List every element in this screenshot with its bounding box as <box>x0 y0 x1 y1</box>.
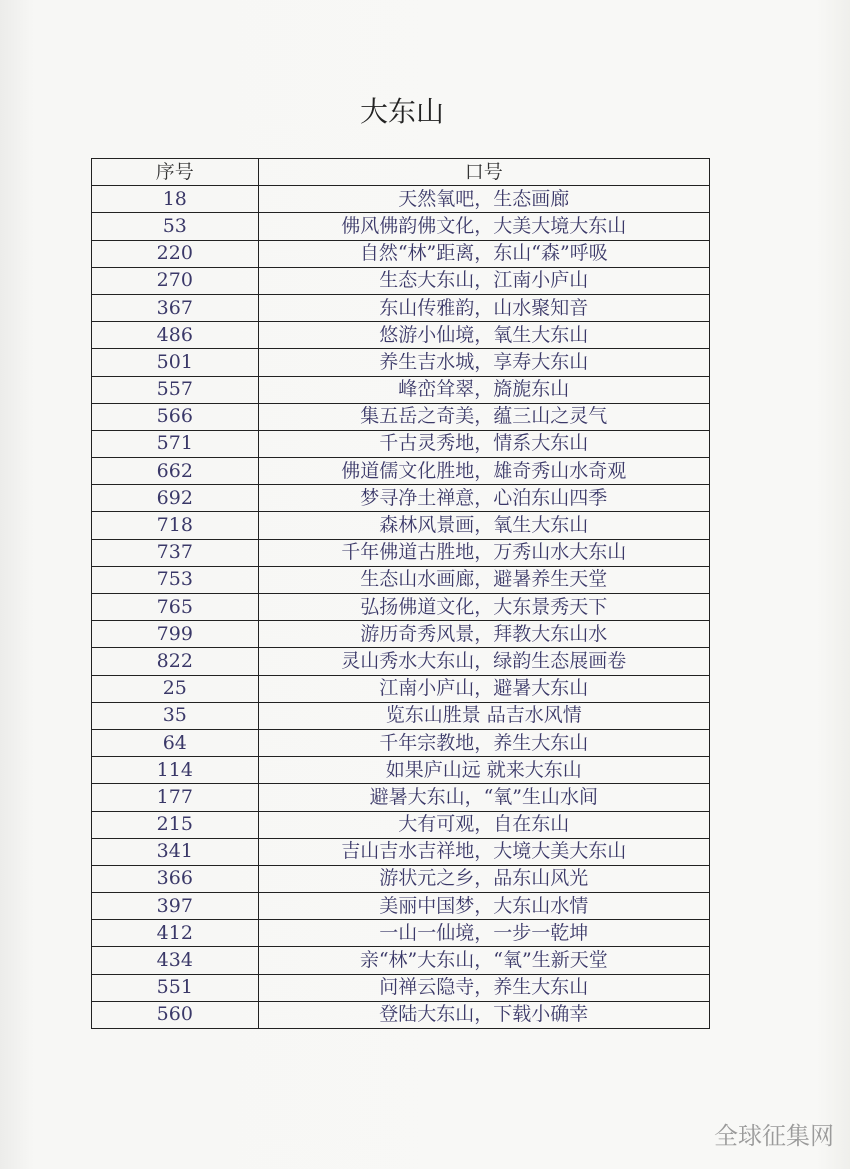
cell-slogan: 吉山吉水吉祥地，大境大美大东山 <box>258 838 709 865</box>
cell-slogan: 佛风佛韵佛文化，大美大境大东山 <box>258 213 709 240</box>
table-row <box>92 539 710 566</box>
cell-number: 341 <box>92 838 259 865</box>
header-number: 序号 <box>92 159 259 186</box>
cell-slogan: 一山一仙境，一步一乾坤 <box>258 920 709 947</box>
table-row <box>92 621 710 648</box>
cell-number: 737 <box>92 539 259 566</box>
cell-slogan: 森林风景画，氧生大东山 <box>258 512 709 539</box>
table-row <box>92 729 710 756</box>
cell-slogan: 千年宗教地，养生大东山 <box>258 729 709 756</box>
cell-number: 551 <box>92 974 259 1001</box>
cell-number: 64 <box>92 729 259 756</box>
cell-number: 53 <box>92 213 259 240</box>
cell-number: 560 <box>92 1001 259 1028</box>
table-row <box>92 702 710 729</box>
watermark-logo: 全球征集网 <box>714 1122 834 1150</box>
cell-number: 753 <box>92 566 259 593</box>
cell-number: 662 <box>92 458 259 485</box>
cell-slogan: 江南小庐山，避暑大东山 <box>258 675 709 702</box>
table-row <box>92 186 710 213</box>
slogan-table <box>91 158 710 1029</box>
cell-number: 397 <box>92 893 259 920</box>
cell-number: 367 <box>92 294 259 321</box>
page-title: 大东山 <box>360 95 445 128</box>
cell-number: 366 <box>92 865 259 892</box>
table-body <box>92 186 710 1029</box>
table-row <box>92 784 710 811</box>
cell-number: 35 <box>92 702 259 729</box>
table-row <box>92 920 710 947</box>
cell-slogan: 生态山水画廊，避暑养生天堂 <box>258 566 709 593</box>
cell-number: 571 <box>92 430 259 457</box>
cell-slogan: 如果庐山远 就来大东山 <box>258 757 709 784</box>
table-row <box>92 240 710 267</box>
cell-number: 486 <box>92 322 259 349</box>
table-row <box>92 294 710 321</box>
table-row <box>92 566 710 593</box>
table-row <box>92 430 710 457</box>
table-row <box>92 403 710 430</box>
cell-slogan: 千古灵秀地，情系大东山 <box>258 430 709 457</box>
cell-number: 114 <box>92 757 259 784</box>
cell-number: 765 <box>92 594 259 621</box>
table-row <box>92 974 710 1001</box>
cell-slogan: 览东山胜景 品吉水风情 <box>258 702 709 729</box>
cell-number: 501 <box>92 349 259 376</box>
header-slogan: 口号 <box>258 159 709 186</box>
cell-slogan: 养生吉水城，享寿大东山 <box>258 349 709 376</box>
cell-slogan: 千年佛道古胜地，万秀山水大东山 <box>258 539 709 566</box>
cell-number: 799 <box>92 621 259 648</box>
cell-number: 270 <box>92 267 259 294</box>
cell-slogan: 登陆大东山，下载小确幸 <box>258 1001 709 1028</box>
cell-slogan: 弘扬佛道文化，大东景秀天下 <box>258 594 709 621</box>
cell-slogan: 峰峦耸翠，旖旎东山 <box>258 376 709 403</box>
table-row <box>92 267 710 294</box>
cell-number: 557 <box>92 376 259 403</box>
cell-number: 434 <box>92 947 259 974</box>
table-row <box>92 322 710 349</box>
cell-number: 215 <box>92 811 259 838</box>
cell-slogan: 悠游小仙境，氧生大东山 <box>258 322 709 349</box>
cell-slogan: 梦寻净土禅意，心泊东山四季 <box>258 485 709 512</box>
cell-slogan: 生态大东山，江南小庐山 <box>258 267 709 294</box>
cell-slogan: 游状元之乡，品东山风光 <box>258 865 709 892</box>
cell-number: 566 <box>92 403 259 430</box>
cell-number: 25 <box>92 675 259 702</box>
cell-number: 177 <box>92 784 259 811</box>
table-row <box>92 893 710 920</box>
table-row <box>92 648 710 675</box>
table-header-row <box>92 159 710 186</box>
cell-slogan: 亲“林”大东山，“氧”生新天堂 <box>258 947 709 974</box>
cell-slogan: 佛道儒文化胜地，雄奇秀山水奇观 <box>258 458 709 485</box>
table-row <box>92 213 710 240</box>
table-row <box>92 376 710 403</box>
cell-slogan: 美丽中国梦，大东山水情 <box>258 893 709 920</box>
table-row <box>92 512 710 539</box>
cell-number: 692 <box>92 485 259 512</box>
table-row <box>92 865 710 892</box>
cell-slogan: 避暑大东山，“氧”生山水间 <box>258 784 709 811</box>
cell-slogan: 游历奇秀风景，拜教大东山水 <box>258 621 709 648</box>
cell-slogan: 灵山秀水大东山，绿韵生态展画卷 <box>258 648 709 675</box>
cell-slogan: 大有可观，自在东山 <box>258 811 709 838</box>
cell-number: 220 <box>92 240 259 267</box>
table-row <box>92 947 710 974</box>
cell-slogan: 自然“林”距离，东山“森”呼吸 <box>258 240 709 267</box>
table-row <box>92 675 710 702</box>
cell-number: 18 <box>92 186 259 213</box>
cell-number: 718 <box>92 512 259 539</box>
cell-number: 412 <box>92 920 259 947</box>
table-row <box>92 349 710 376</box>
table-row <box>92 757 710 784</box>
cell-number: 822 <box>92 648 259 675</box>
table-row <box>92 811 710 838</box>
table-row <box>92 1001 710 1028</box>
cell-slogan: 东山传雅韵，山水聚知音 <box>258 294 709 321</box>
cell-slogan: 问禅云隐寺，养生大东山 <box>258 974 709 1001</box>
cell-slogan: 天然氧吧，生态画廊 <box>258 186 709 213</box>
table-row <box>92 594 710 621</box>
cell-slogan: 集五岳之奇美，蕴三山之灵气 <box>258 403 709 430</box>
table-row <box>92 838 710 865</box>
table-row <box>92 485 710 512</box>
table-row <box>92 458 710 485</box>
